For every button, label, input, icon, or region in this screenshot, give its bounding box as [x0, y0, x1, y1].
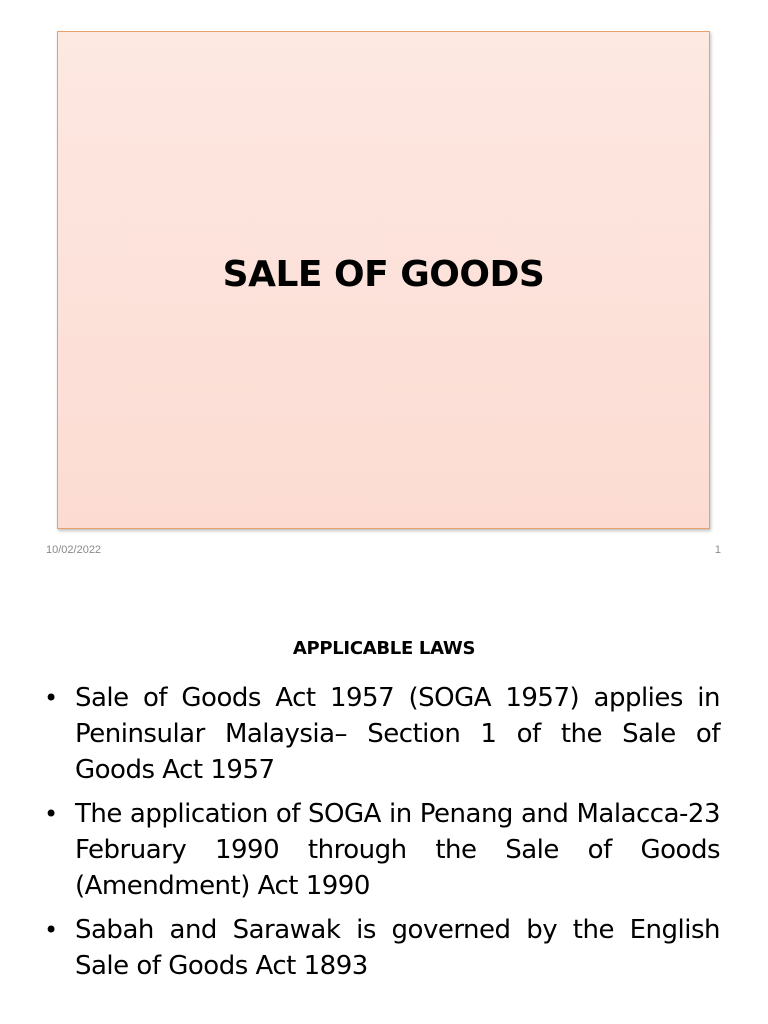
bullet-text: The application of SOGA in Penang and Malacca-23 February 1990 through the Sale of Goods (Amendment) Act 1990 — [75, 799, 720, 901]
slide-page-number: 1 — [714, 544, 721, 556]
list-item — [40, 912, 720, 984]
list-item — [40, 680, 720, 788]
slide-date: 10/02/2022 — [46, 544, 102, 556]
bullet-text: Sabah and Sarawak is governed by the English Sale of Goods Act 1893 — [75, 915, 720, 981]
bullet-text: Sale of Goods Act 1957 (SOGA 1957) applies in Peninsular Malaysia– Section 1 of the Sale of Goods Act 1957 — [75, 683, 720, 785]
bullet-icon: • — [44, 684, 58, 712]
section-heading: APPLICABLE LAWS — [292, 638, 476, 659]
list-item — [40, 796, 720, 904]
bullet-icon: • — [44, 916, 58, 944]
title-slide — [57, 31, 710, 529]
bullet-icon: • — [44, 800, 58, 828]
slide-title: SALE OF GOODS — [222, 253, 545, 295]
bullet-list — [40, 680, 720, 992]
